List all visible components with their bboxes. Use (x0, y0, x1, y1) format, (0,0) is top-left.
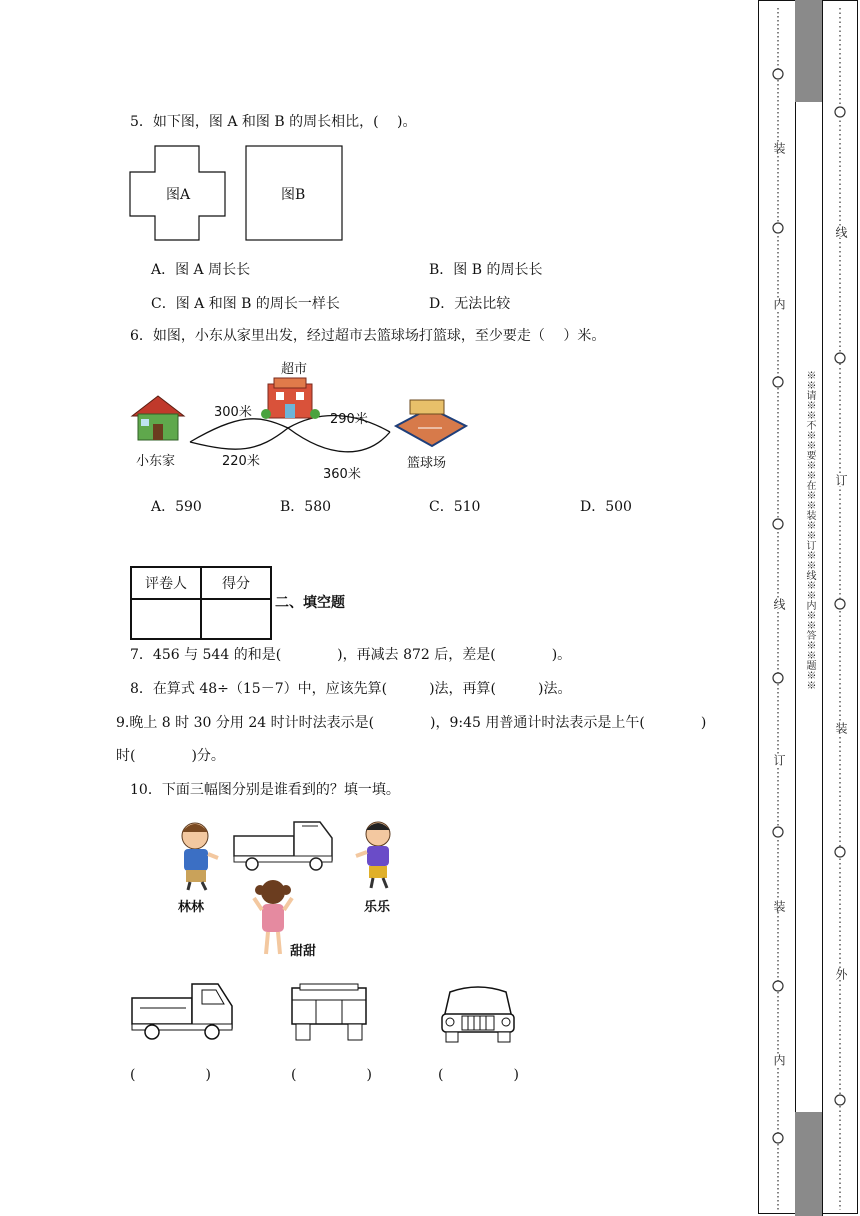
basketball-court-icon (396, 400, 466, 446)
map-court-label: 篮球场 (407, 456, 447, 471)
binding-label: 外 (834, 968, 848, 980)
binding-label: 订 (834, 474, 848, 486)
binding-label: 线 (834, 226, 848, 238)
question-9-line2: 时( )分。 (116, 748, 225, 764)
binding-label: 订 (772, 754, 786, 766)
boy-lele-icon (356, 822, 390, 888)
truck-side-view-icon (132, 984, 232, 1039)
section-title: 二、填空题 (275, 595, 345, 611)
score-header: 得分 (201, 567, 271, 599)
map-home-label: 小东家 (136, 454, 176, 469)
distance-290: 290米 (330, 412, 368, 427)
question-8: 8．在算式 48÷（15－7）中，应该先算( )法，再算( )法。 (130, 681, 572, 697)
supermarket-icon (261, 378, 320, 419)
inner-cut-line (830, 0, 850, 1216)
truck-front-view-icon (442, 987, 514, 1042)
q5-option-b[interactable]: B．图 B 的周长长 (429, 262, 543, 278)
route-220 (190, 428, 288, 449)
q5-option-a[interactable]: A．图 A 周长长 (151, 262, 251, 278)
name-linlin: 林林 (178, 900, 205, 915)
binding-label: 装 (772, 900, 786, 912)
distance-300: 300米 (214, 405, 252, 420)
route-360 (288, 428, 390, 452)
truck-back-view-icon (292, 984, 366, 1040)
name-lele: 乐乐 (364, 900, 391, 915)
answer-blank-3[interactable]: ( ) (438, 1067, 519, 1083)
binding-gray-block-bottom (795, 1112, 822, 1216)
binding-notice: ※※请※※不※※要※※在※※装※※订※※线※※内※※答※※题※※ (804, 370, 815, 690)
question-9-line1: 9.晚上 8 时 30 分用 24 时计时法表示是( )，9:45 用普通计时法表示是上午( ) (116, 715, 707, 731)
q5-option-d[interactable]: D．无法比较 (429, 296, 511, 312)
figure-a-label: 图A (166, 187, 191, 203)
grader-header: 评卷人 (131, 567, 201, 599)
question-6: 6．如图，小东从家里出发，经过超市去篮球场打篮球，至少要走（ ）米。 (130, 328, 606, 344)
name-tiantian: 甜甜 (290, 944, 317, 959)
question-7: 7．456 与 544 的和是( )，再减去 872 后，差是( )。 (130, 647, 572, 663)
viewing-scene (160, 812, 410, 962)
boy-linlin-icon (182, 823, 218, 890)
q6-option-d[interactable]: D．500 (580, 499, 632, 515)
q6-option-a[interactable]: A．590 (151, 499, 202, 515)
binding-divider (795, 0, 796, 1216)
truck-icon (234, 822, 332, 870)
q6-option-c[interactable]: C．510 (429, 499, 481, 515)
question-10: 10．下面三幅图分别是谁看到的？填一填。 (130, 782, 400, 798)
girl-tiantian-icon (254, 880, 292, 954)
q6-option-b[interactable]: B．580 (280, 499, 332, 515)
binding-label: 内 (772, 298, 786, 310)
distance-220: 220米 (222, 454, 260, 469)
figure-b-label: 图B (281, 187, 306, 203)
binding-divider (822, 0, 823, 1216)
binding-label: 装 (772, 142, 786, 154)
question-5: 5．如下图，图 A 和图 B 的周长相比，( )。 (130, 114, 417, 130)
three-views (128, 978, 523, 1048)
perimeter-figures (128, 144, 348, 244)
answer-blank-2[interactable]: ( ) (291, 1067, 372, 1083)
map-supermarket-label: 超市 (281, 362, 308, 377)
binding-label: 内 (772, 1054, 786, 1066)
distance-360: 360米 (323, 467, 361, 482)
binding-label: 线 (772, 598, 786, 610)
q5-option-c[interactable]: C．图 A 和图 B 的周长一样长 (151, 296, 340, 312)
house-icon (132, 396, 184, 440)
binding-label: 装 (834, 722, 848, 734)
grading-table (130, 566, 272, 640)
grader-cell[interactable] (131, 599, 201, 639)
binding-gray-block-top (795, 0, 822, 102)
answer-blank-1[interactable]: ( ) (130, 1067, 211, 1083)
score-cell[interactable] (201, 599, 271, 639)
